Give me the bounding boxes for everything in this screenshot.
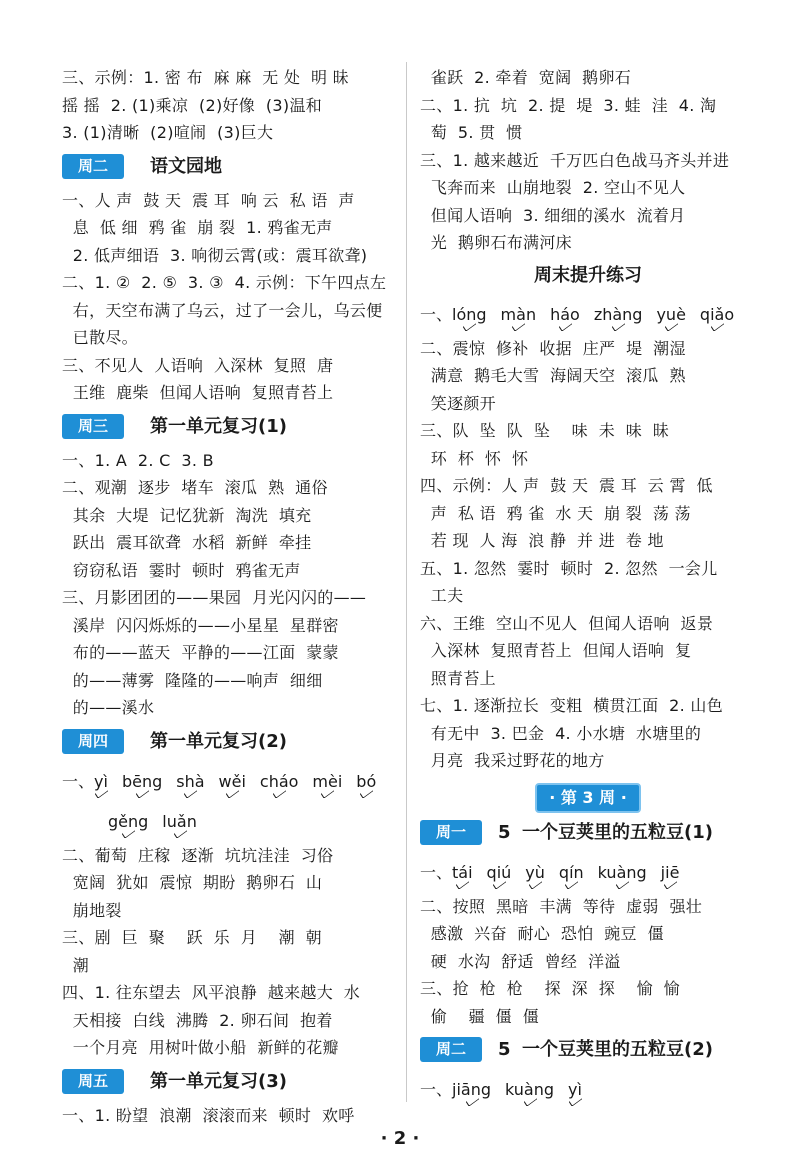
section-title: 语文园地 — [150, 155, 222, 177]
day-tag: 周二 — [420, 1037, 482, 1062]
answer-line: 三、示例：1. 密 布 麻 麻 无 处 明 昧 — [62, 68, 350, 87]
pinyin-row — [62, 802, 400, 842]
section-title: 一个豆荚里的五粒豆(1) — [522, 821, 713, 843]
section-header — [62, 413, 400, 441]
answer-line: 飞奔而来 山崩地裂 2. 空山不见人 — [420, 178, 686, 197]
answer-line: 的——薄雾 隆隆的——响声 细细 — [62, 670, 323, 690]
answer-line: 七、1. 逐渐拉长 变粗 横贯江面 2. 山色 — [420, 696, 724, 715]
answer-line: 照青苔上 — [420, 668, 496, 688]
answer-line: 跃出 震耳欲聋 水稻 新鲜 牵挂 — [62, 533, 312, 552]
day-tag: 周五 — [62, 1069, 124, 1094]
answer-line: 四、示例：人 声 鼓 天 震 耳 云 霄 低 — [420, 476, 713, 495]
answer-line: 月亮 我采过野花的地方 — [420, 751, 605, 770]
page-number: · 2 · — [380, 1128, 420, 1149]
pinyin-answer: màn — [501, 295, 537, 335]
item-number: 一、 — [420, 304, 453, 324]
pinyin-row — [420, 853, 756, 893]
answer-line: 满意 鹅毛大雪 海阔天空 滚瓜 熟 — [420, 366, 686, 385]
lesson-number: 5 — [498, 821, 511, 843]
answer-line: 一、1. A 2. C 3. B — [62, 450, 214, 470]
pinyin-row — [420, 1070, 756, 1110]
answer-line: 光 鹅卵石布满河床 — [420, 233, 572, 252]
answer-line: 雀跃 2. 牵着 宽阔 鹅卵石 — [420, 68, 632, 87]
pinyin-answer: kuàng — [598, 853, 647, 893]
answer-line: 感激 兴奋 耐心 恐怕 豌豆 僵 — [420, 924, 664, 943]
pinyin-answer: bēng — [122, 762, 162, 802]
answer-line: 已散尽。 — [62, 328, 138, 347]
left-column — [62, 64, 400, 1129]
weekend-title: 周末提升练习 — [534, 264, 642, 286]
pinyin-answer: qiú — [487, 853, 512, 893]
answer-line: 笑逐颜开 — [420, 393, 496, 413]
answer-line: 萄 5. 贯 惯 — [420, 123, 523, 142]
lesson-number: 5 — [498, 1039, 511, 1060]
answer-line: 宽阔 犹如 震惊 期盼 鹅卵石 山 — [62, 873, 323, 892]
pinyin-row — [420, 295, 756, 335]
answer-line: 五、1. 忽然 霎时 顿时 2. 忽然 一会儿 — [420, 558, 718, 578]
pinyin-answer: yì — [568, 1070, 582, 1110]
pinyin-answer: luǎn — [162, 802, 197, 842]
answer-line: 入深林 复照青苔上 但闻人语响 复 — [420, 641, 692, 660]
answer-line: 但闻人语响 3. 细细的溪水 流着月 — [420, 205, 686, 225]
section-header — [420, 1036, 756, 1064]
right-column — [420, 64, 756, 1110]
pinyin-answer: qiǎo — [700, 295, 734, 335]
answer-line: 偷 疆 僵 僵 — [420, 1006, 540, 1026]
answer-line: 三、队 坠 队 坠 味 未 味 昧 — [420, 421, 670, 440]
pinyin-answer: yù — [525, 853, 545, 893]
pinyin-answer: lóng — [452, 295, 487, 335]
answer-line: 二、观潮 逐步 堵车 滚瓜 熟 通俗 — [62, 478, 328, 497]
column-divider — [406, 62, 407, 1102]
pinyin-answer: qín — [559, 853, 584, 893]
answer-line: 一、人 声 鼓 天 震 耳 响 云 私 语 声 — [62, 190, 355, 210]
answer-line: 三、不见人 人语响 入深林 复照 唐 — [62, 355, 334, 375]
pinyin-answer: gěng — [108, 802, 148, 842]
answer-line: 崩地裂 — [62, 900, 122, 920]
section-title: 第一单元复习(1) — [150, 415, 287, 437]
pinyin-answer: jiāng — [452, 1070, 491, 1110]
answer-line: 二、葡萄 庄稼 逐渐 坑坑洼洼 习俗 — [62, 845, 334, 865]
answer-line: 天相接 白线 沸腾 2. 卵石间 抱着 — [62, 1010, 333, 1030]
answer-line: 右，天空布满了乌云，过了一会儿，乌云便 — [62, 300, 383, 320]
answer-line: 环 杯 怀 怀 — [420, 448, 529, 468]
pinyin-answer: tái — [452, 853, 473, 893]
answer-line: 若 现 人 海 浪 静 并 进 卷 地 — [420, 531, 664, 550]
day-tag: 周四 — [62, 729, 124, 754]
answer-line: 的——溪水 — [62, 698, 155, 717]
answer-line: 声 私 语 鸦 雀 水 天 崩 裂 荡 荡 — [420, 503, 691, 523]
answer-line: 2. 低声细语 3. 响彻云霄(或：震耳欲聋) — [62, 245, 368, 265]
pinyin-answer: háo — [550, 295, 580, 335]
pinyin-answer: zhàng — [594, 295, 643, 335]
answer-line: 二、震惊 修补 收据 庄严 堤 潮湿 — [420, 338, 686, 358]
answer-line: 一个月亮 用树叶做小船 新鲜的花瓣 — [62, 1038, 339, 1057]
answer-line: 工夫 — [420, 586, 464, 605]
week-badge-wrap — [420, 783, 756, 813]
section-title: 第一单元复习(2) — [150, 730, 287, 752]
pinyin-answer: kuàng — [505, 1070, 554, 1110]
pinyin-answer: yì — [94, 762, 108, 802]
answer-line: 二、1. 抗 坑 2. 提 堤 3. 蛙 洼 4. 淘 — [420, 95, 717, 115]
answer-line: 三、1. 越来越近 千万匹白色战马齐头并进 — [420, 150, 730, 170]
pinyin-answer: cháo — [260, 762, 299, 802]
item-number: 一、 — [62, 771, 95, 791]
section-title: 第一单元复习(3) — [150, 1070, 287, 1092]
answer-line: 摇 摇 2. (1)乘凉 (2)好像 (3)温和 — [62, 95, 323, 115]
section-title: 一个豆荚里的五粒豆(2) — [522, 1039, 713, 1060]
answer-line: 王维 鹿柴 但闻人语响 复照青苔上 — [62, 383, 334, 402]
pinyin-answer: mèi — [312, 762, 342, 802]
pinyin-answer: wěi — [219, 762, 246, 802]
pinyin-row — [62, 762, 400, 802]
answer-line: 硬 水沟 舒适 曾经 洋溢 — [420, 951, 621, 971]
answer-line: 四、1. 往东望去 风平浪静 越来越大 水 — [62, 983, 361, 1002]
answer-line: 其余 大堤 记忆犹新 淘洗 填充 — [62, 505, 312, 525]
answer-line: 一、1. 盼望 浪潮 滚滚而来 顿时 欢呼 — [62, 1105, 355, 1125]
day-tag: 周三 — [62, 414, 124, 439]
item-number: 一、 — [420, 862, 453, 882]
answer-line: 二、1. ② 2. ⑤ 3. ③ 4. 示例：下午四点左 — [62, 273, 387, 292]
answer-line: 布的——蓝天 平静的——江面 蒙蒙 — [62, 643, 339, 662]
answer-line: 三、月影团团的——果园 月光闪闪的—— — [62, 588, 367, 607]
answer-line: 三、抢 枪 枪 探 深 探 愉 愉 — [420, 979, 680, 998]
day-tag: 周一 — [420, 820, 482, 845]
answer-line: 窃窃私语 霎时 顿时 鸦雀无声 — [62, 560, 301, 580]
answer-line: 六、王维 空山不见人 但闻人语响 返景 — [420, 613, 714, 633]
answer-line: 3. (1)清晰 (2)喧闹 (3)巨大 — [62, 123, 274, 142]
pinyin-answer: jiē — [661, 853, 680, 893]
section-header — [62, 153, 400, 181]
section-header — [420, 819, 756, 847]
answer-line: 潮 — [62, 955, 90, 975]
section-header — [62, 728, 400, 756]
pinyin-answer: shà — [176, 762, 204, 802]
answer-line: 息 低 细 鸦 雀 崩 裂 1. 鸦雀无声 — [62, 218, 333, 237]
answer-line: 三、剧 巨 聚 跃 乐 月 潮 朝 — [62, 928, 322, 947]
pinyin-answer: bó — [356, 762, 376, 802]
pinyin-answer: yuè — [656, 295, 685, 335]
answer-line: 二、按照 黑暗 丰满 等待 虚弱 强壮 — [420, 896, 703, 916]
week-badge: · 第 3 周 · — [535, 783, 641, 813]
answer-line: 有无中 3. 巴金 4. 小水塘 水塘里的 — [420, 723, 702, 743]
item-number: 一、 — [420, 1080, 453, 1099]
day-tag: 周二 — [62, 154, 124, 179]
section-header — [62, 1068, 400, 1096]
answer-line: 溪岸 闪闪烁烁的——小星星 星群密 — [62, 615, 339, 635]
